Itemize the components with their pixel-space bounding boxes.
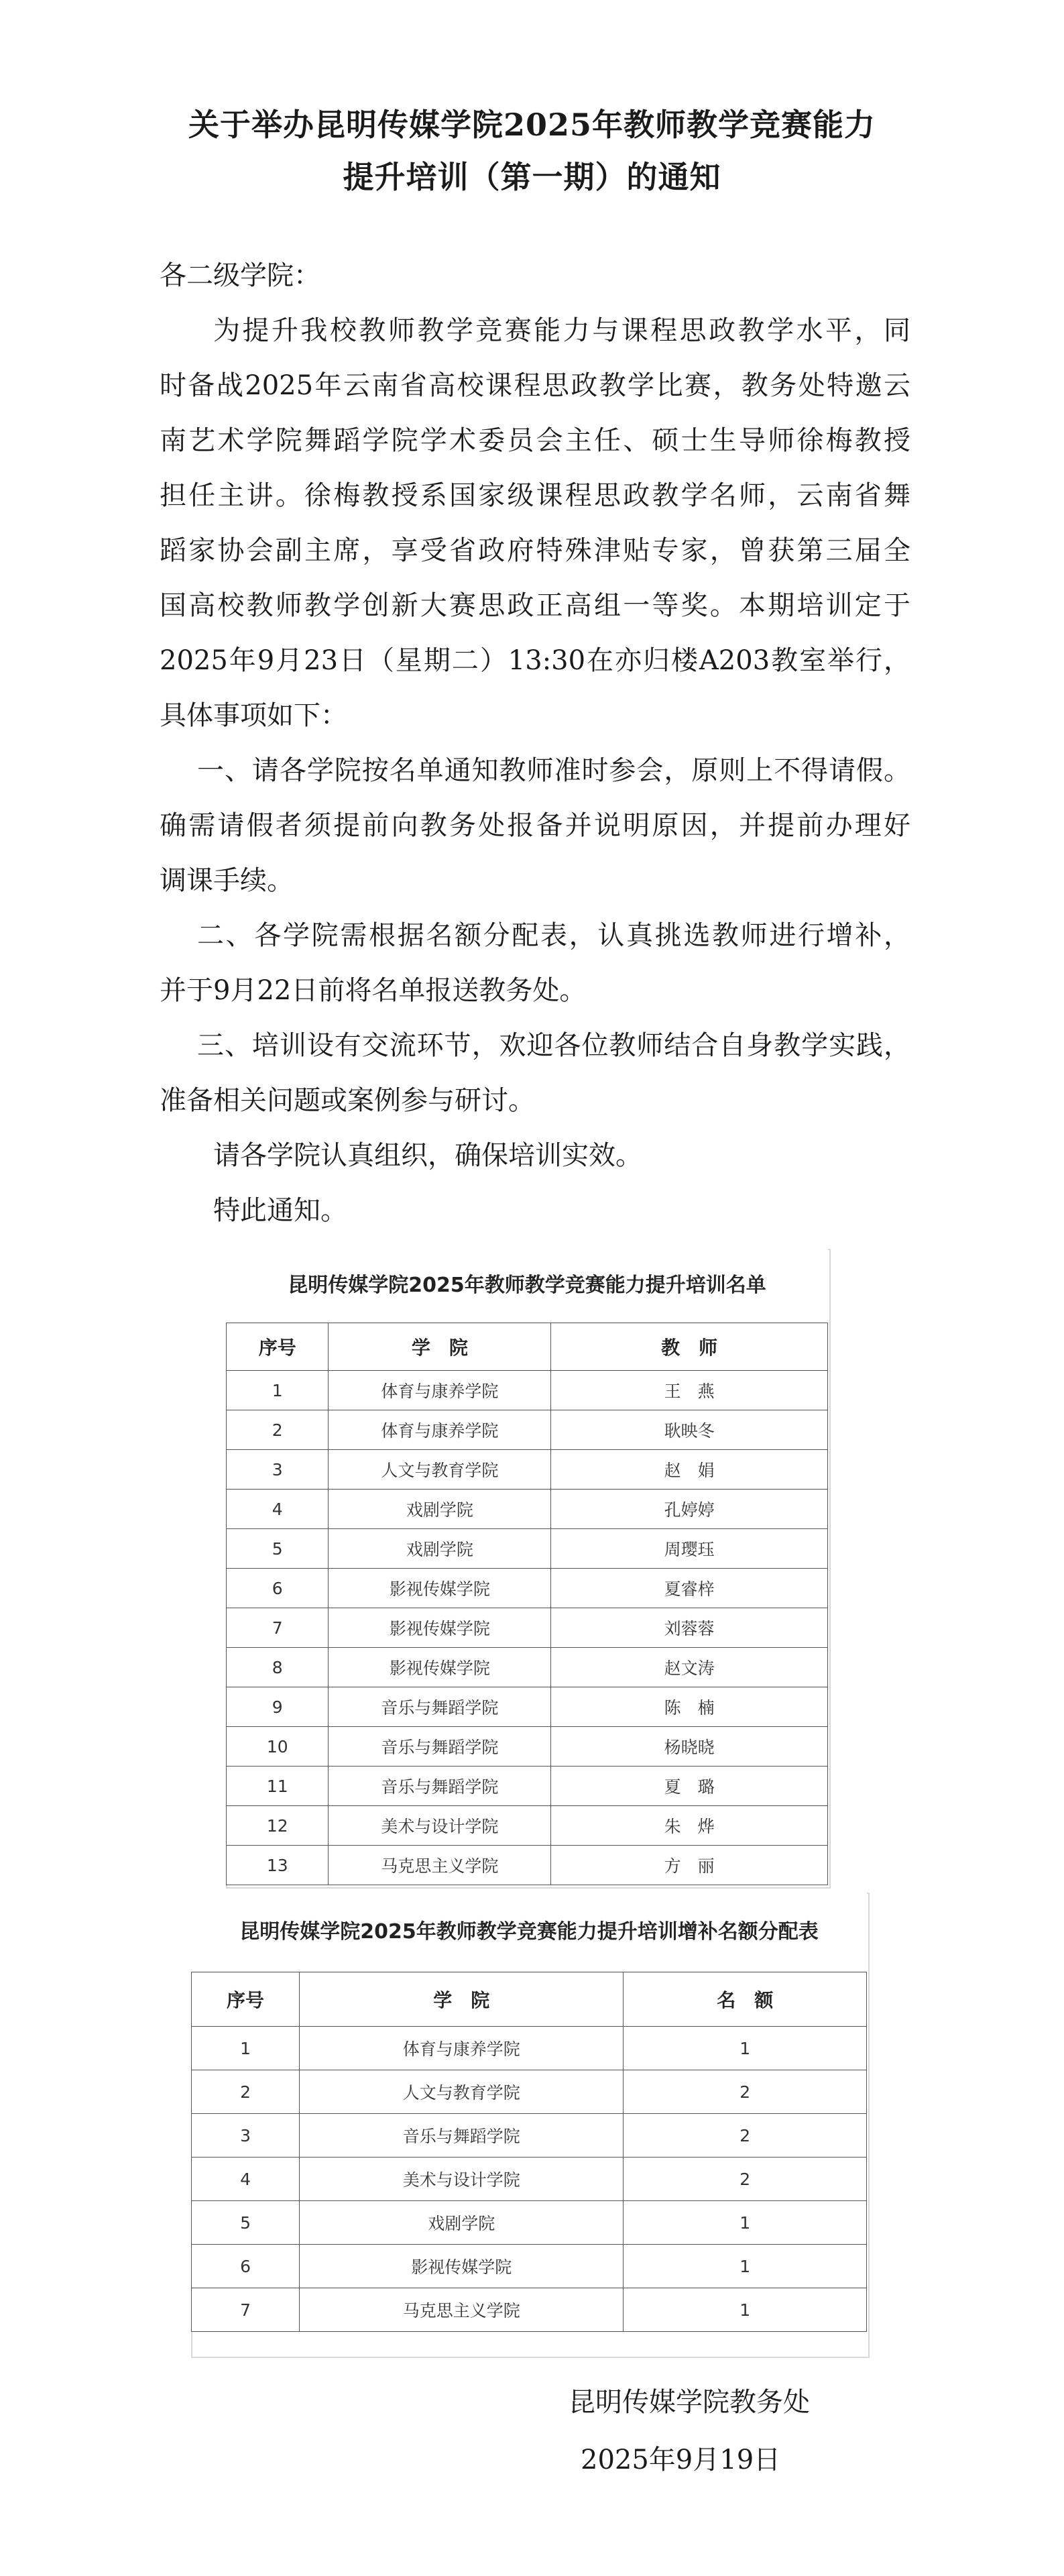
closing-line: 特此通知。: [213, 1195, 347, 1226]
table-row: [192, 2070, 867, 2114]
row-college: 音乐与舞蹈学院: [300, 2114, 624, 2158]
item1-line: 调课手续。: [160, 865, 294, 896]
row-quota: 1: [624, 2201, 867, 2245]
table2-header-row: [192, 1972, 867, 2027]
row-college: 戏剧学院: [329, 1490, 551, 1529]
row-teacher: 杨晓晓: [551, 1727, 828, 1767]
item3-line: 准备相关问题或案例参与研讨。: [160, 1085, 535, 1116]
col-header-no: 序号: [227, 1323, 329, 1371]
row-college: 体育与康养学院: [300, 2027, 624, 2070]
row-teacher: 朱 烨: [551, 1806, 828, 1846]
row-no: 4: [192, 2158, 300, 2201]
row-no: 2: [192, 2070, 300, 2114]
row-no: 2: [227, 1410, 329, 1450]
intro-line: 担任主讲。徐梅教授系国家级课程思政教学名师，云南省舞: [160, 480, 910, 511]
notice-title-line1: 关于举办昆明传媒学院2025年教师教学竞赛能力: [188, 107, 876, 143]
row-quota: 2: [624, 2158, 867, 2201]
intro-line: 国高校教师教学创新大赛思政正高组一等奖。本期培训定于: [160, 590, 910, 621]
intro-line: 2025年9月23日（星期二）13:30在亦归楼A203教室举行，: [160, 645, 910, 676]
table2-grid: [191, 1972, 867, 2332]
table-row: [227, 1806, 828, 1846]
training-list-table: [226, 1249, 828, 1885]
row-no: 3: [227, 1450, 329, 1490]
row-teacher: 周璎珏: [551, 1529, 828, 1569]
table-row: [227, 1371, 828, 1410]
intro-line: 具体事项如下：: [160, 700, 347, 731]
intro-line: 蹈家协会副主席，享受省政府特殊津贴专家，曾获第三届全: [160, 535, 910, 566]
row-teacher: 孔婷婷: [551, 1490, 828, 1529]
row-quota: 1: [624, 2245, 867, 2288]
row-no: 7: [192, 2288, 300, 2332]
row-no: 5: [227, 1529, 329, 1569]
row-college: 影视传媒学院: [329, 1648, 551, 1687]
row-teacher: 方 丽: [551, 1846, 828, 1885]
intro-line: 时备战2025年云南省高校课程思政教学比赛，教务处特邀云: [160, 370, 910, 401]
row-teacher: 陈 楠: [551, 1687, 828, 1727]
row-no: 11: [227, 1767, 329, 1806]
table-row: [192, 2245, 867, 2288]
table-row: [227, 1687, 828, 1727]
table-row: [227, 1767, 828, 1806]
row-no: 1: [192, 2027, 300, 2070]
intro-line: 南艺术学院舞蹈学院学术委员会主任、硕士生导师徐梅教授: [160, 425, 910, 456]
table-row: [227, 1490, 828, 1529]
table-row: [227, 1529, 828, 1569]
row-no: 3: [192, 2114, 300, 2158]
table-row: [227, 1727, 828, 1767]
table1-title: 昆明传媒学院2025年教师教学竞赛能力提升培训名单: [288, 1274, 766, 1297]
row-no: 4: [227, 1490, 329, 1529]
table-row: [227, 1410, 828, 1450]
row-no: 10: [227, 1727, 329, 1767]
quota-table: [191, 1893, 867, 2332]
row-teacher: 王 燕: [551, 1371, 828, 1410]
row-college: 戏剧学院: [300, 2201, 624, 2245]
row-teacher: 赵文涛: [551, 1648, 828, 1687]
signature-org: 昆明传媒学院教务处: [569, 2387, 810, 2418]
row-teacher: 耿映冬: [551, 1410, 828, 1450]
row-college: 马克思主义学院: [300, 2288, 624, 2332]
item2-line: 二、各学院需根据名额分配表，认真挑选教师进行增补，: [197, 920, 910, 951]
row-college: 美术与设计学院: [329, 1806, 551, 1846]
row-quota: 2: [624, 2114, 867, 2158]
col-header-quota: 名 额: [624, 1972, 867, 2027]
row-college: 音乐与舞蹈学院: [329, 1727, 551, 1767]
row-college: 人文与教育学院: [300, 2070, 624, 2114]
table-row: [192, 2201, 867, 2245]
intro-line: 为提升我校教师教学竞赛能力与课程思政教学水平，同: [213, 315, 910, 346]
col-header-college: 学 院: [300, 1972, 624, 2027]
table1-grid: [226, 1323, 828, 1885]
col-header-teacher: 教 师: [551, 1323, 828, 1371]
row-college: 人文与教育学院: [329, 1450, 551, 1490]
row-college: 体育与康养学院: [329, 1371, 551, 1410]
row-quota: 2: [624, 2070, 867, 2114]
table2-title: 昆明传媒学院2025年教师教学竞赛能力提升培训增补名额分配表: [239, 1920, 819, 1944]
row-college: 马克思主义学院: [329, 1846, 551, 1885]
row-quota: 1: [624, 2288, 867, 2332]
table-row: [192, 2114, 867, 2158]
row-no: 5: [192, 2201, 300, 2245]
row-no: 6: [192, 2245, 300, 2288]
row-college: 音乐与舞蹈学院: [329, 1687, 551, 1727]
table-row: [227, 1450, 828, 1490]
closing-line: 请各学院认真组织，确保培训实效。: [213, 1140, 642, 1171]
table-row: [227, 1608, 828, 1648]
signature-date: 2025年9月19日: [581, 2445, 781, 2475]
table-row: [192, 2158, 867, 2201]
row-teacher: 赵 娟: [551, 1450, 828, 1490]
row-teacher: 夏睿梓: [551, 1569, 828, 1608]
item2-line: 并于9月22日前将名单报送教务处。: [160, 975, 587, 1006]
row-teacher: 夏 璐: [551, 1767, 828, 1806]
row-no: 1: [227, 1371, 329, 1410]
row-college: 美术与设计学院: [300, 2158, 624, 2201]
notice-title-line2: 提升培训（第一期）的通知: [343, 159, 721, 195]
notice-body: [160, 248, 910, 1238]
table-row: [192, 2288, 867, 2332]
item1-line: 一、请各学院按名单通知教师准时参会，原则上不得请假。: [197, 755, 910, 786]
row-college: 影视传媒学院: [329, 1569, 551, 1608]
row-no: 13: [227, 1846, 329, 1885]
row-teacher: 刘蓉蓉: [551, 1608, 828, 1648]
row-college: 体育与康养学院: [329, 1410, 551, 1450]
row-no: 7: [227, 1608, 329, 1648]
table1-header-row: [227, 1323, 828, 1371]
item1-line: 确需请假者须提前向教务处报备并说明原因，并提前办理好: [160, 810, 910, 841]
table-row: [192, 2027, 867, 2070]
col-header-college: 学 院: [329, 1323, 551, 1371]
row-quota: 1: [624, 2027, 867, 2070]
table-row: [227, 1648, 828, 1687]
table-row: [227, 1846, 828, 1885]
col-header-no: 序号: [192, 1972, 300, 2027]
row-no: 9: [227, 1687, 329, 1727]
row-no: 8: [227, 1648, 329, 1687]
row-college: 音乐与舞蹈学院: [329, 1767, 551, 1806]
row-no: 12: [227, 1806, 329, 1846]
row-college: 影视传媒学院: [329, 1608, 551, 1648]
row-no: 6: [227, 1569, 329, 1608]
row-college: 影视传媒学院: [300, 2245, 624, 2288]
row-college: 戏剧学院: [329, 1529, 551, 1569]
item3-line: 三、培训设有交流环节，欢迎各位教师结合自身教学实践，: [197, 1030, 910, 1061]
salutation: 各二级学院：: [160, 260, 320, 291]
table-row: [227, 1569, 828, 1608]
